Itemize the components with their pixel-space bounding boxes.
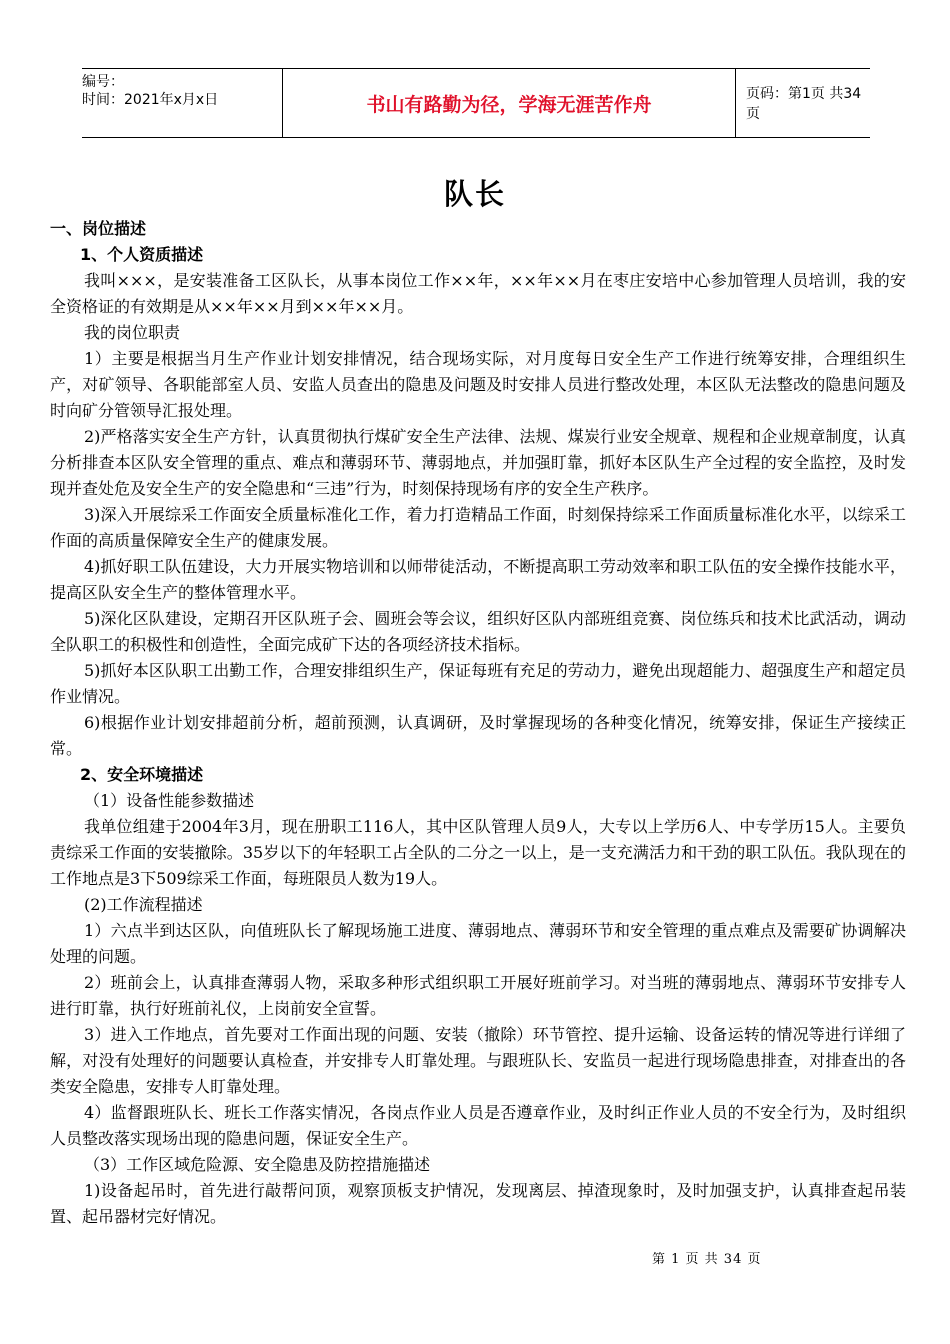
header-page-info: 页码：第1页 共34页 [746,86,862,122]
body-paragraph: 5)抓好本区队职工出勤工作，合理安排组织生产，保证每班有充足的劳动力，避免出现超能力、超强度生产和超定员作业情况。 [50,661,906,706]
body-paragraph: 5)深化区队建设，定期召开区队班子会、圆班会等会议，组织好区队内部班组竞赛、岗位练兵和技术比武活动，调动全队职工的积极性和创造性，全面完成矿下达的各项经济技术指标。 [50,609,906,654]
body-paragraph: 4）监督跟班队长、班长工作落实情况，各岗点作业人员是否遵章作业，及时纠正作业人员的不安全行为，及时组织人员整改落实现场出现的隐患问题，保证安全生产。 [50,1103,906,1148]
document-body [50,216,906,1230]
section-heading: 2、安全环境描述 [80,765,204,784]
body-paragraph: 6)根据作业计划安排超前分析，超前预测，认真调研，及时掌握现场的各种变化情况，统筹安排，保证生产接续正常。 [50,713,906,758]
body-paragraph: （1）设备性能参数描述 [84,791,255,810]
header-motto: 书山有路勤为径，学海无涯苦作舟 [282,69,736,137]
body-paragraph: 4)抓好职工队伍建设，大力开展实物培训和以师带徒活动，不断提高职工劳动效率和职工队伍的安全操作技能水平，提高区队安全生产的整体管理水平。 [50,557,906,602]
document-number-label: 编号： [82,74,124,90]
body-paragraph: 1）六点半到达区队，向值班队长了解现场施工进度、薄弱地点、薄弱环节和安全管理的重点难点及需要矿协调解决处理的问题。 [50,921,906,966]
page-footer: 第 1 页 共 34 页 [652,1252,762,1267]
section-heading: 一、岗位描述 [50,219,147,238]
body-paragraph: 1）主要是根据当月生产作业计划安排情况，结合现场实际，对月度每日安全生产工作进行统筹安排，合理组织生产，对矿领导、各职能部室人员、安监人员查出的隐患及问题及时安排人员进行整改处理，本区队无法整改的隐患问题及时向矿分管领导汇报处理。 [50,349,906,420]
section-heading: 1、个人资质描述 [80,245,204,264]
body-paragraph: （3）工作区域危险源、安全隐患及防控措施描述 [84,1155,431,1174]
document-date: 时间：2021年x月x日 [82,92,219,108]
body-paragraph: 我单位组建于2004年3月，现在册职工116人，其中区队管理人员9人，大专以上学历6人、中专学历15人。主要负责综采工作面的安装撤除。35岁以下的年轻职工占全队的二分之一以上，是一支充满活力和干劲的职工队伍。我队现在的工作地点是3下509综采工作面，每班限员人数为19人。 [50,817,906,888]
document-title: 队长 [443,177,506,211]
document-header [82,68,870,138]
body-paragraph: 3）进入工作地点，首先要对工作面出现的问题、安装（撤除）环节管控、提升运输、设备运转的情况等进行详细了解，对没有处理好的问题要认真检查，并安排专人盯靠处理。与跟班队长、安监员一起进行现场隐患排查，对排查出的各类安全隐患，安排专人盯靠处理。 [50,1025,906,1096]
header-meta [82,69,282,137]
body-paragraph: 3)深入开展综采工作面安全质量标准化工作，着力打造精品工作面，时刻保持综采工作面质量标准化水平，以综采工作面的高质量保障安全生产的健康发展。 [50,505,906,550]
body-paragraph: 我的岗位职责 [84,323,181,342]
body-paragraph: (2)工作流程描述 [84,895,203,914]
body-paragraph: 2）班前会上，认真排查薄弱人物，采取多种形式组织职工开展好班前学习。对当班的薄弱地点、薄弱环节安排专人进行盯靠，执行好班前礼仪，上岗前安全宣誓。 [50,973,906,1018]
body-paragraph: 我叫×××，是安装准备工区队长，从事本岗位工作××年，××年××月在枣庄安培中心参加管理人员培训，我的安全资格证的有效期是从××年××月到××年××月。 [50,271,906,316]
body-paragraph: 1)设备起吊时，首先进行敲帮问顶，观察顶板支护情况，发现离层、掉渣现象时，及时加强支护，认真排查起吊装置、起吊器材完好情况。 [50,1181,906,1226]
body-paragraph: 2)严格落实安全生产方针，认真贯彻执行煤矿安全生产法律、法规、煤炭行业安全规章、规程和企业规章制度，认真分析排查本区队安全管理的重点、难点和薄弱环节、薄弱地点，并加强盯靠，抓好本区队生产全过程的安全监控，及时发现并查处危及安全生产的安全隐患和“三违”行为，时刻保持现场有序的安全生产秩序。 [50,427,906,498]
